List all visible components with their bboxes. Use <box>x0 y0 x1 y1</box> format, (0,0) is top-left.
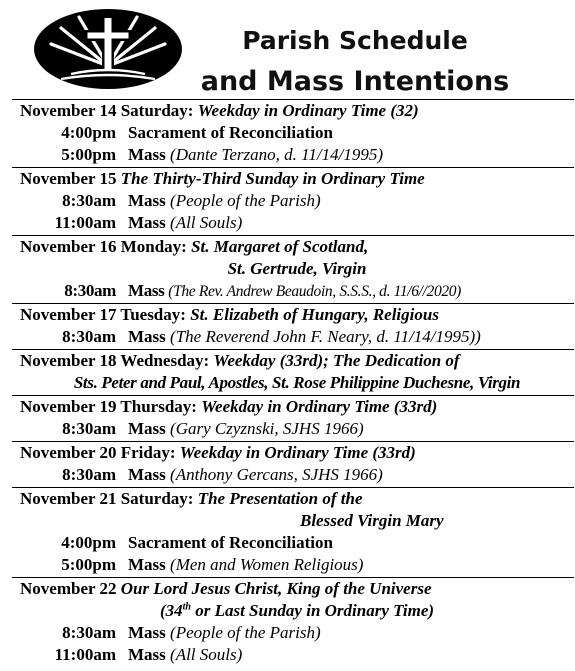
observance-cont-post: or Last Sunday in Ordinary Time) <box>190 601 435 620</box>
day-block <box>12 235 574 303</box>
day-observance: The Thirty-Third Sunday in Ordinary Time <box>120 169 425 188</box>
day-block <box>12 349 574 395</box>
day-date: November 19 Thursday: <box>20 397 197 416</box>
event-name: Sacrament of Reconciliation <box>128 533 333 552</box>
mass-intention: (Dante Terzano, d. 11/14/1995) <box>170 145 384 164</box>
event-name: Mass <box>128 465 166 484</box>
day-block <box>12 577 574 667</box>
day-observance: St. Margaret of Scotland, <box>191 237 369 256</box>
event-row <box>12 532 574 554</box>
event-time: 5:00pm <box>61 145 116 164</box>
mass-intention: (All Souls) <box>170 213 243 232</box>
day-observance: Weekday (33rd); The Dedication of <box>213 351 460 370</box>
mass-intention: (People of the Parish) <box>170 191 321 210</box>
mass-intention: (Men and Women Religious) <box>170 555 364 574</box>
day-block <box>12 395 574 441</box>
page-subtitle: and Mass Intentions <box>200 66 510 97</box>
event-name: Mass <box>128 327 166 346</box>
day-heading <box>12 304 574 326</box>
day-date: November 17 Tuesday: <box>20 305 186 324</box>
header <box>0 0 575 100</box>
day-block <box>12 441 574 487</box>
page-title: Parish Schedule <box>242 26 468 55</box>
day-observance-continued: Blessed Virgin Mary <box>300 511 444 530</box>
mass-intention: (People of the Parish) <box>170 623 321 642</box>
event-time: 8:30am <box>62 465 116 484</box>
event-row <box>12 326 574 348</box>
day-block <box>12 167 574 235</box>
event-name: Mass <box>128 623 166 642</box>
event-name: Mass <box>128 191 166 210</box>
event-time: 8:30am <box>64 281 116 300</box>
day-observance-continued: Sts. Peter and Paul, Apostles, St. Rose Philippine Duchesne, Virgin <box>73 373 521 392</box>
day-heading <box>12 396 574 418</box>
day-date: November 20 Friday: <box>20 443 176 462</box>
event-time: 8:30am <box>62 327 116 346</box>
event-time: 8:30am <box>62 419 116 438</box>
day-date: November 15 <box>20 169 117 188</box>
ordinal-suffix: th <box>182 601 191 613</box>
event-row <box>12 644 574 666</box>
event-row <box>12 190 574 212</box>
schedule <box>12 99 574 667</box>
day-heading <box>12 350 574 372</box>
event-row <box>12 212 574 234</box>
day-heading <box>12 168 574 190</box>
event-time: 4:00pm <box>61 123 116 142</box>
day-date: November 21 Saturday: <box>20 489 194 508</box>
day-heading <box>12 236 574 258</box>
mass-intention: (The Rev. Andrew Beaudoin, S.S.S., d. 11/6//2020) <box>168 283 461 300</box>
event-row <box>12 144 574 166</box>
event-name: Mass <box>128 419 166 438</box>
day-date: November 14 Saturday: <box>20 101 194 120</box>
day-heading <box>12 578 574 600</box>
mass-intention: (The Reverend John F. Neary, d. 11/14/1995)) <box>170 327 481 346</box>
day-block <box>12 99 574 167</box>
event-name: Sacrament of Reconciliation <box>128 123 333 142</box>
day-heading <box>12 100 574 122</box>
day-block <box>12 303 574 349</box>
day-date: November 18 Wednesday: <box>20 351 210 370</box>
event-name: Mass <box>128 645 166 664</box>
event-name: Mass <box>128 555 166 574</box>
event-time: 11:00am <box>54 645 116 664</box>
event-name: Mass <box>128 281 165 300</box>
day-block <box>12 487 574 577</box>
day-observance: Weekday in Ordinary Time (32) <box>197 101 419 120</box>
event-time: 8:30am <box>62 191 116 210</box>
event-name: Mass <box>128 145 166 164</box>
mass-intention: (Anthony Gercans, SJHS 1966) <box>170 465 383 484</box>
mass-intention: (All Souls) <box>170 645 243 664</box>
day-observance: St. Elizabeth of Hungary, Religious <box>190 305 439 324</box>
event-time: 8:30am <box>62 623 116 642</box>
event-time: 11:00am <box>54 213 116 232</box>
day-heading <box>12 442 574 464</box>
observance-cont-pre: (34 <box>159 601 183 620</box>
mass-intention: (Gary Czyznski, SJHS 1966) <box>170 419 364 438</box>
event-row <box>12 622 574 644</box>
day-observance-continued: St. Gertrude, Virgin <box>227 259 367 278</box>
event-row <box>12 554 574 576</box>
day-observance: Weekday in Ordinary Time (33rd) <box>179 443 416 462</box>
cross-sunburst-icon <box>33 8 183 90</box>
day-date: November 16 Monday: <box>20 237 187 256</box>
event-time: 4:00pm <box>61 533 116 552</box>
day-observance: Weekday in Ordinary Time (33rd) <box>201 397 438 416</box>
event-row <box>12 418 574 440</box>
event-row <box>12 280 574 302</box>
event-time: 5:00pm <box>61 555 116 574</box>
event-row <box>12 464 574 486</box>
day-observance: The Presentation of the <box>197 489 363 508</box>
day-date: November 22 <box>20 579 117 598</box>
day-observance: Our Lord Jesus Christ, King of the Universe <box>120 579 432 598</box>
event-name: Mass <box>128 213 166 232</box>
event-row <box>12 122 574 144</box>
day-observance-continued <box>12 600 574 622</box>
day-heading <box>12 488 574 510</box>
